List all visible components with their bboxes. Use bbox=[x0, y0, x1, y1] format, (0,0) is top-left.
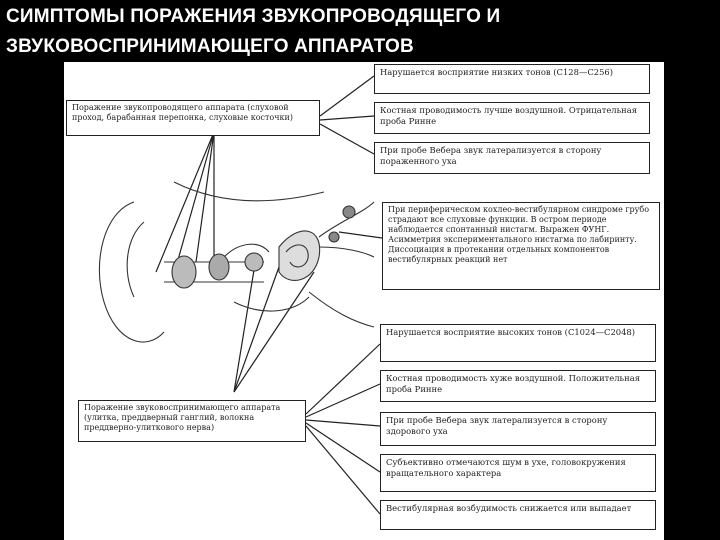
ear-illustration bbox=[99, 182, 374, 342]
perceptive-symptom-4: Субъективно отмечаются шум в ухе, головокружения вращательного характера bbox=[380, 454, 656, 492]
conductive-symptom-2: Костная проводимость лучше воздушной. Отрицательная проба Ринне bbox=[374, 102, 650, 134]
conductive-lesion-box: Поражение звукопроводящего аппарата (слуховой проход, барабанная перепонка, слуховые косточки) bbox=[66, 100, 320, 136]
slide-title-line-1: СИМПТОМЫ ПОРАЖЕНИЯ ЗВУКОПРОВОДЯЩЕГО И bbox=[6, 6, 501, 27]
slide-title bbox=[6, 2, 706, 62]
diagram-panel bbox=[64, 62, 664, 540]
conductive-symptom-3: При пробе Вебера звук латерализуется в сторону пораженного уха bbox=[374, 142, 650, 174]
slide-title-line-2: ЗВУКОВОСПРИНИМАЮЩЕГО АППАРАТОВ bbox=[6, 36, 414, 57]
perceptive-symptom-2: Костная проводимость хуже воздушной. Положительная проба Ринне bbox=[380, 370, 656, 402]
perceptive-lesion-box: Поражение звуковоспринимающего аппарата (улитка, преддверный ганглий, волокна преддверно-улиткового нерва) bbox=[78, 400, 306, 442]
perceptive-symptom-5: Вестибулярная возбудимость снижается или выпадает bbox=[380, 500, 656, 530]
conductive-symptom-1: Нарушается восприятие низких тонов (C128—C256) bbox=[374, 64, 650, 94]
cochleo-vestibular-note: При периферическом кохлео-вестибулярном синдроме грубо страдают все слуховые функции. В остром периоде наблюдается спонтанный нистагм. Выражен ФУНГ. Асимметрия экспериментального нистагма по лабиринту. Диссоциация в протекании отдельных компонентов вестибулярных реакций нет bbox=[382, 202, 660, 290]
perceptive-symptom-3: При пробе Вебера звук латерализуется в сторону здорового уха bbox=[380, 412, 656, 446]
perceptive-symptom-1: Нарушается восприятие высоких тонов (C1024—C2048) bbox=[380, 324, 656, 362]
